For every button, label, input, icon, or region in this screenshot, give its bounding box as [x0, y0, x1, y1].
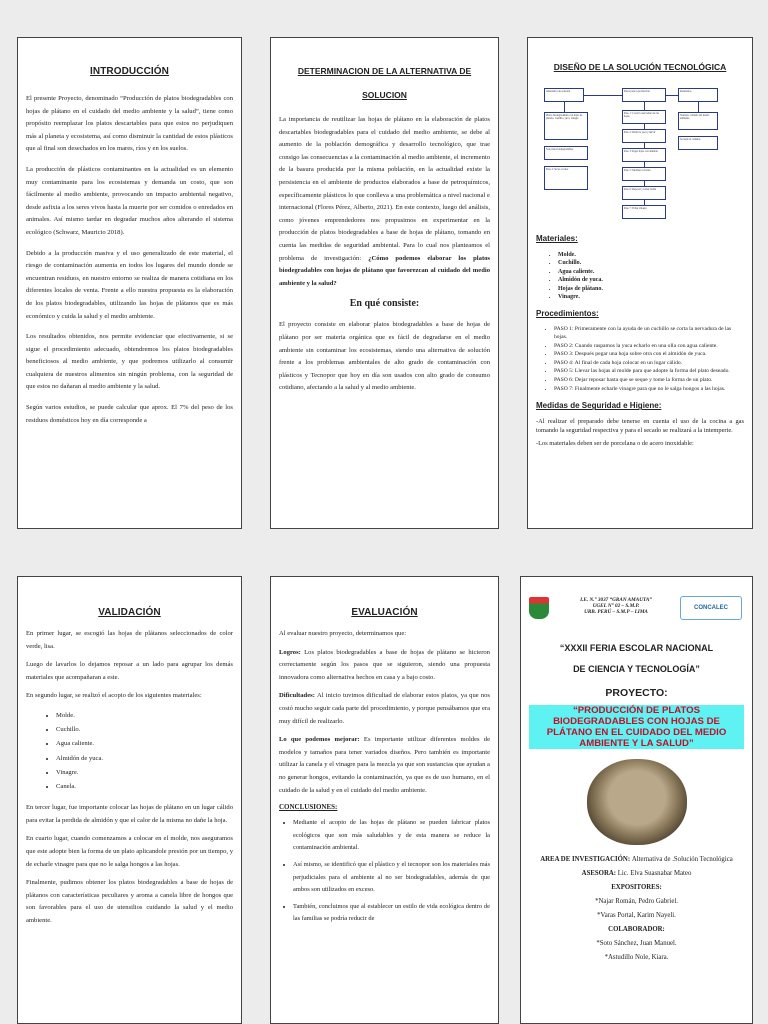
safety-title: Medidas de Seguridad e Higiene:	[536, 401, 662, 411]
collaborator-label: COLABORADOR:	[608, 926, 665, 933]
list-item: • Molde.	[56, 709, 233, 723]
safety-paragraph: -Al realizar el preparado debe tenerse en cuenta el uso de la cocina a gas tomando la seguridad respectiva y para el secado se realizará a la intemperie.	[536, 418, 744, 434]
validation-paragraph: En tercer lugar, fue importante colocar las hojas de plátano en un lugar cálido para evitar la perdida de almidón y que el calor de la misma no dañe la hoja.	[26, 804, 233, 824]
alt-title-line2: SOLUCION	[362, 90, 407, 100]
dificultades-label: Dificultades:	[279, 692, 318, 700]
list-item: • Así mismo, se identificó que el plástico y el tecnopor son los materiales más perjudiciales para el ambiente al no ser biodegradables, además de que ambos son utilizados en exceso.	[293, 859, 490, 897]
diagram-box: Paso 4: Secar al calor	[544, 166, 588, 190]
panel-evaluacion	[270, 576, 499, 1024]
project-label: PROYECTO:	[605, 687, 668, 699]
school-line: UGEL N° 02 – S.M.P.	[592, 603, 640, 610]
alt-paragraph	[279, 114, 490, 290]
materials-title: Materiales:	[536, 234, 578, 243]
procedures-title: Procedimientos:	[536, 309, 599, 319]
diagram-box: Resultados	[678, 88, 718, 102]
list-item: • Canela.	[56, 780, 233, 794]
advisor-label: ASESORA:	[581, 870, 618, 877]
fair-title-line: DE CIENCIA Y TECNOLOGÍA”	[573, 664, 700, 674]
fair-title	[527, 643, 746, 675]
list-item: • Almidón de yuca.	[558, 276, 744, 284]
project-title: “PRODUCCIÓN DE PLATOS BIODEGRADABLES CON HOJAS DE PLÁTANO EN EL CUIDADO DEL MEDIO AMBIENTE Y LA SALUD”	[529, 705, 744, 749]
validation-paragraph: En segundo lugar, se realizó el acopio de los siguientes materiales:	[26, 692, 202, 700]
evaluation-logros	[279, 647, 490, 685]
list-item: • PASO 5: Llevar las hojas al molde para que adopte la forma del plato deseado.	[554, 368, 744, 376]
panel-introduccion	[17, 37, 242, 529]
diagram-box: Paso 2: Rallar la yuca y hervir	[622, 129, 666, 143]
safety-paragraph: -Los materiales deben ser de porcelana o de acero inoxidable:	[536, 440, 694, 448]
list-item: • Almidón de yuca.	[56, 752, 233, 766]
procedures-list	[536, 326, 744, 393]
validation-paragraph: Finalmente, pudimos obtener los platos biodegradables a base de hojas de plátanos con características peculiares y aroma a canela libre de hongos que son favorables para el uso de utensilios cuidando la salud y el medio ambiente.	[26, 879, 233, 924]
diagram-box: Paso 6: Reposar y tomar forma	[622, 186, 666, 200]
list-item: • Vinagre.	[558, 293, 744, 301]
validation-paragraph: En cuarto lugar, cuando comenzamos a colocar en el molde, nos aseguramos que este adopte bien la forma de un plato aplicandole presión por un tiempo, y de echarle vinagre para que no le salga hongos a las hojas.	[26, 835, 233, 868]
area-label: AREA DE INVESTIGACIÓN:	[540, 856, 632, 863]
school-info	[557, 597, 675, 616]
panel-diseno	[527, 37, 753, 529]
intro-paragraph: El presente Proyecto, denominado “Producción de platos biodegradables con hojas de plátano en el cuidado del medio ambiente y la salud”, tiene como propósito reemplazar los platos descartables para que estos no perjudiquen más al planeta y ecosistema, así como disminuir la cantidad de estos plásticos que al final son desechados en los mares, ríos y en los suelos.	[26, 95, 233, 153]
school-line: URB. PERÚ – S.M.P – LIMA	[584, 609, 648, 616]
logros-text: Los platos biodegradables a base de hojas de plátano se hicieron correctamente según los pasos que se siguieron, siendo una propuesta innovadora como alternativa hechos en casa y a bajo costo.	[279, 648, 490, 681]
list-item: • Hojas de plátano.	[558, 285, 744, 293]
list-item: • Agua caliente.	[558, 268, 744, 276]
area-value: Alternativa de .Solución Tecnológica	[631, 856, 733, 863]
list-item: • Cuchillo.	[558, 259, 744, 267]
diagram-box: Paso 5: Moldear la forma	[622, 167, 666, 181]
panel-validacion	[17, 576, 242, 1024]
cover-header	[527, 595, 746, 625]
logros-label: Logros:	[279, 648, 305, 656]
alt-research-question: ¿Cómo podemos elaborar los platos biodegradables con hojas de plátano que favorezcan al cuidado del medio ambiente y la salud?	[279, 254, 490, 287]
list-item: • PASO 2: Cuando raspamos la yuca echarlo en una olla con agua caliente.	[554, 343, 744, 351]
advisor-value: Lic. Elva Suasnabar Mateo	[617, 870, 692, 877]
evaluation-dificultades	[279, 690, 490, 728]
area-line	[527, 853, 746, 867]
solution-diagram	[536, 82, 744, 224]
exhibitor-name: *Varas Portal, Karim Nayeli.	[597, 912, 676, 919]
panel-alternativa	[270, 37, 499, 529]
mejorar-text: Es importante utilizar diferentes moldes de modelos y tamaños para tener variados diseños. Pero también es importante utilizar la canela y el vinagre para la mezcla ya que son sustancias que ayudan a no generar hongos, evitando la contaminación, ya que es de uso humano, en el cuidado de la salud y en el cuidado del medio ambiente.	[279, 736, 490, 794]
exhibitor-name: *Najar Román, Pedro Gabriel.	[595, 898, 678, 905]
diagram-box: Paso 3: Pegar hojas con almidón	[622, 148, 666, 162]
alt-subtitle: En qué consiste:	[349, 298, 420, 310]
validation-materials-list	[26, 709, 233, 794]
mejorar-label: Lo que podemos mejorar:	[279, 736, 364, 744]
panel-portada	[520, 576, 753, 1024]
exhibitors-label: EXPOSITORES:	[611, 884, 662, 891]
list-item: • Mediante el acopio de las hojas de plátano se pueden fabricar platos ecológicos que son más saludables y de esta manera se reduce la contaminación ambiental.	[293, 817, 490, 855]
intro-paragraph: Los resultados obtenidos, nos permite evidenciar que efectivamente, si se sigue el procedimiento adecuado, obtendremos los platos biodegradables beneficiosos al medio ambiente, y que podremos utilizarlo al consumir cualquiera de nuestros alimentos sin ningún problema, con la seguridad de que estos no dañaran al medio ambiente y la salud.	[26, 333, 233, 391]
fair-title-line: “XXXII FERIA ESCOLAR NACIONAL	[559, 643, 714, 653]
intro-paragraph: Debido a la producción masiva y el uso generalizado de este material, el riesgo de contaminación aumenta en todos los lugares del mundo donde se encuentran residuos, en nuestro entorno se realiza de manera cotidiana en los diferentes locales de venta. Frente a ello nuestra propuesta es la elaboración de los platos biodegradables, utilizando las hojas de plátanos que es más económico y cuida la salud y el medio ambiente.	[26, 249, 233, 320]
validation-paragraph: Luego de lavarlos lo dejamos reposar a un lado para agrupar los demás materiales que acompañaran a este.	[26, 661, 233, 681]
conclusions-list	[279, 817, 490, 926]
diagram-box: Ventajas: cuidado del medio ambiente	[678, 112, 718, 130]
diagram-box: Alternativa de solución	[544, 88, 584, 102]
validation-paragraph: En primer lugar, se escogió las hojas de plátanos seleccionados de color verde, lisa.	[26, 630, 233, 650]
list-item: • PASO 1: Primeramente con la ayuda de un cuchillo se corta la nervadura de las hojas.	[554, 326, 744, 341]
collaborator-name: *Astudillo Nole, Kiara.	[604, 954, 669, 961]
advisor-line	[527, 867, 746, 881]
list-item: • PASO 6: Dejar reposar hasta que se seque y tome la forma de un plato.	[554, 377, 744, 385]
intro-paragraph: La producción de plásticos contaminantes en la actualidad es un elemento muy contaminante para los ecosistemas y demanda un costo, que son fácilmente al medio ambiente, provocando un impacto ambiental negativo, desde asfixia a los seres vivos hasta la muerte por ser comidos o enredados en animales. Así mismo tardar en degradar muchos años alterando el sistema ecológico (Schwarz, Mauricio 2018).	[26, 165, 233, 236]
collaborator-name: *Soto Sánchez, Juan Manuel.	[596, 940, 677, 947]
cover-info	[527, 853, 746, 965]
evaluation-mejorar	[279, 734, 490, 797]
alt-paragraph: El proyecto consiste en elaborar platos biodegradables a base de hojas de plátano por ser materia orgánica que es fácil de degradarse en el medio ambiente sin contaminar los ecosistemas, siendo una alternativa de solución frente a los problemas ambientales de alto grado de contaminación con plásticos y Tecnopor que hoy en día son usados con alto grado de consumo cotidiano, afectando a la salud y al medio ambiente.	[279, 321, 490, 392]
list-item: • Molde.	[558, 251, 744, 259]
school-line: I.E. N.° 3037 “GRAN AMAUTA”	[580, 597, 652, 603]
diagram-box: Pasos para la producción	[622, 88, 666, 102]
diagram-box: Se usan en comidas	[678, 136, 718, 150]
evaluation-title: EVALUACIÓN	[351, 607, 418, 618]
diagram-box: Paso 7: Echar vinagre	[622, 205, 666, 219]
alt-title-line1: DETERMINACION DE LA ALTERNATIVA DE	[297, 66, 472, 76]
concalec-logo: CONCALEC	[680, 596, 742, 620]
list-item: • PASO 7: Finalmente echarle vinagre para que no le salga hongos a las hojas.	[554, 386, 744, 394]
dificultades-text: Al inicio tuvimos dificultad de elaborar estos platos, ya que nos costó mucho seguir cada parte del procedimiento, y porque pensábamos que era muy difícil de realizarlo.	[279, 692, 490, 725]
design-title: DISEÑO DE LA SOLUCIÓN TECNOLÓGICA	[553, 62, 727, 72]
leaf-plate-photo	[587, 759, 687, 845]
materials-list	[536, 251, 744, 301]
diagram-box: Paso 1: Cortar la nervadura de las hojas	[622, 110, 666, 124]
diagram-box: Son platos biodegradables	[544, 146, 588, 160]
list-item: • PASO 4: Al final de cada hoja colocar en un lugar cálido.	[554, 360, 744, 368]
school-logo-icon	[529, 597, 549, 619]
intro-paragraph: Según varios estudios, se puede calcular que aprox. El 7% del peso de los residuos domésticos hoy en día corresponde a	[26, 404, 233, 424]
list-item: • Agua caliente.	[56, 737, 233, 751]
list-item: • Cuchillo.	[56, 723, 233, 737]
list-item: • Vinagre.	[56, 766, 233, 780]
list-item: • También, concluimos que al establecer un estilo de vida ecológica dentro de las familias se podría reducir de	[293, 901, 490, 926]
evaluation-intro: Al evaluar nuestro proyecto, determinamos que:	[279, 630, 407, 637]
conclusions-title: CONCLUSIONES:	[279, 803, 338, 812]
intro-title: INTRODUCCIÓN	[90, 66, 169, 77]
list-item: • PASO 3: Después pegar una hoja sobre otra con el almidón de yuca.	[554, 351, 744, 359]
diagram-box: Platos biodegradables con hojas de plátano, cuchillo, yuca, vinagre	[544, 112, 588, 140]
alt-paragraph-text: La importancia de reutilizar las hojas de plátano en la elaboración de platos descartables biodegradables para el cuidado del medio ambiente, se debe al aumento de la población demográfica y desarrollo tecnológico, que trae consigo las consecuencias a la contaminación al medio ambiente, el incremento de la basura producida por la misma población, en la actualidad existe la persistencia en el ambiente de productos elaborados a base de petroquímicos, específicamente plásticos lo que conlleva a una problemática a nivel nacional e internacional (Flores Pérez, Alberto, 2021). En este contexto, luego del análisis, como jóvenes emprendedores nos propusimos en experimentar en la producción de platos biodegradables a base de hojas de plátano, tomando en cuenta las medidas de seguridad ambiental. Para lo cual nos planteamos el problema de investigación:	[279, 116, 490, 262]
validation-title: VALIDACIÓN	[98, 607, 161, 618]
